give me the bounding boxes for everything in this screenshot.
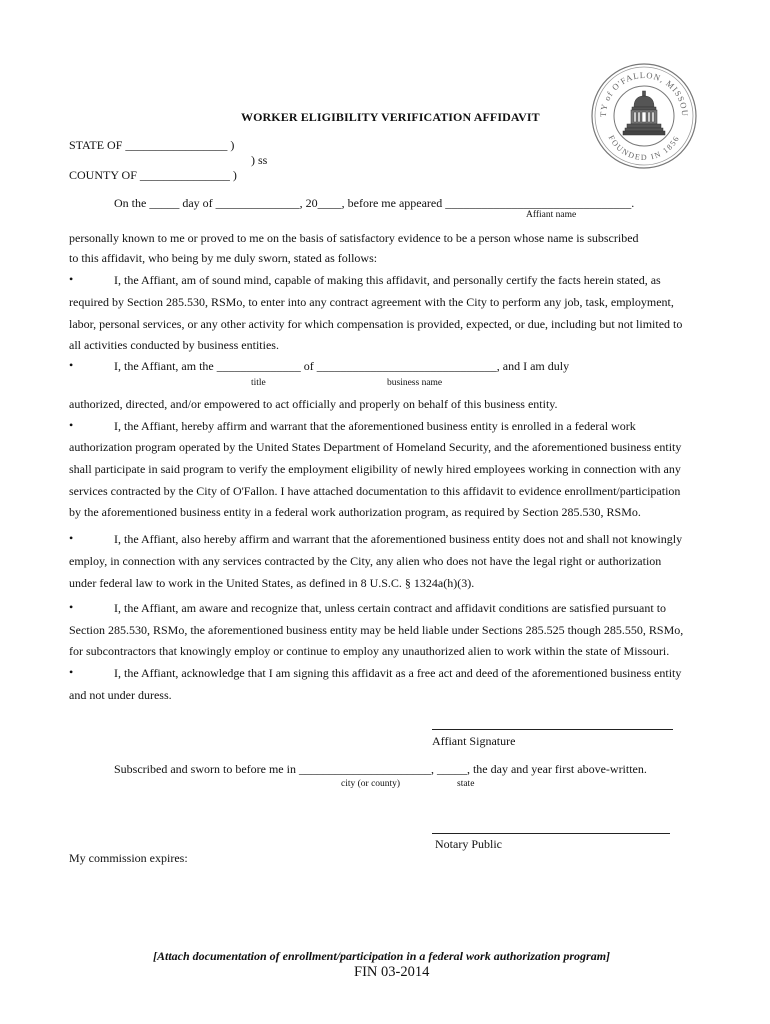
bullet: •: [69, 531, 74, 545]
item3-line: authorization program operated by the United States Department of Homeland Security, and the aforementioned business entity: [69, 440, 682, 454]
bullet: •: [69, 272, 74, 286]
item5-line: for subcontractors that knowingly employ or continue to employ any unauthorized alien to work within the state of Missouri.: [69, 644, 670, 658]
business-name-label: business name: [387, 378, 443, 388]
item2-line: authorized, directed, and/or empowered to act officially and properly on behalf of this business entity.: [69, 397, 558, 411]
item1-line: I, the Affiant, am of sound mind, capable of making this affidavit, and personally certify the facts herein stated, as: [114, 273, 661, 287]
seal-bottom-text: FOUNDED IN 1856: [606, 133, 682, 163]
bullet: •: [69, 418, 74, 432]
item4-line: employ, in connection with any services contracted by the City, any alien who does not have the legal right or authorization: [69, 554, 662, 568]
item1-line: required by Section 285.530, RSMo, to enter into any contract agreement with the City to perform any job, task, employment,: [69, 295, 674, 309]
bullet: •: [69, 358, 74, 372]
item1-line: labor, personal services, or any other activity for which compensation is provided, expected, or due, including but not limited to: [69, 317, 683, 331]
affiant-signature-line[interactable]: [432, 729, 673, 730]
item6-line: and not under duress.: [69, 688, 172, 702]
form-number: FIN 03-2014: [354, 964, 430, 980]
seal-top-text: TY of O'FALLON, MISSOU: [597, 69, 691, 118]
item4-line: under federal law to work in the United States, as defined in 8 U.S.C. § 1324a(h)(3).: [69, 576, 475, 590]
item3-line: shall participate in said program to verify the employment eligibility of newly hired employees working in connection with any: [69, 462, 681, 476]
affiant-name-label: Affiant name: [526, 210, 577, 220]
city-county-label: city (or county): [341, 779, 401, 789]
state-label: state: [457, 779, 475, 789]
county-of-line: COUNTY OF _______________ ): [69, 168, 237, 182]
commission-expires: My commission expires:: [69, 851, 188, 865]
item3-line: I, the Affiant, hereby affirm and warrant that the aforementioned business entity is enrolled in a federal work: [114, 419, 636, 433]
subscribed-line: Subscribed and sworn to before me in ______________________, _____, the day and year first above-written.: [114, 762, 647, 776]
item5-line: I, the Affiant, am aware and recognize that, unless certain contract and affidavit conditions are satisfied pursuant to: [114, 601, 667, 615]
item2-line: I, the Affiant, am the ______________ of ______________________________, and I am duly: [114, 359, 570, 373]
page-title: WORKER ELIGIBILITY VERIFICATION AFFIDAVIT: [241, 110, 540, 124]
attach-note: [Attach documentation of enrollment/participation in a federal work authorization program]: [153, 949, 611, 963]
notary-signature-line[interactable]: [432, 833, 670, 834]
intro-line: On the _____ day of ______________, 20____, before me appeared _______________________________.: [114, 196, 635, 210]
notary-public-label: Notary Public: [435, 837, 502, 851]
bullet: •: [69, 665, 74, 679]
paragraph-line: to this affidavit, who being by me duly sworn, stated as follows:: [69, 251, 378, 265]
ss-mark: ) ss: [251, 153, 268, 167]
item3-line: by the aforementioned business entity in a federal work authorization program, as required by Section 285.530, RSMo.: [69, 505, 641, 519]
item3-line: services contracted by the City of O'Fallon. I have attached documentation to this affidavit to evidence enrollment/participation: [69, 484, 681, 498]
item1-line: all activities conducted by business entities.: [69, 338, 279, 352]
paragraph-line: personally known to me or proved to me on the basis of satisfactory evidence to be a person whose name is subscribed: [69, 231, 639, 245]
item5-line: Section 285.530, RSMo, the aforementioned business entity may be held liable under Sections 285.525 though 285.550, RSMo,: [69, 623, 684, 637]
item6-line: I, the Affiant, acknowledge that I am signing this affidavit as a free act and deed of the aforementioned business entity: [114, 666, 682, 680]
state-of-line: STATE OF _________________ ): [69, 138, 235, 152]
bullet: •: [69, 600, 74, 614]
city-seal: [591, 63, 697, 169]
title-label: title: [251, 378, 266, 388]
item4-line: I, the Affiant, also hereby affirm and warrant that the aforementioned business entity does not and shall not knowingly: [114, 532, 683, 546]
affiant-signature-label: Affiant Signature: [432, 734, 516, 748]
